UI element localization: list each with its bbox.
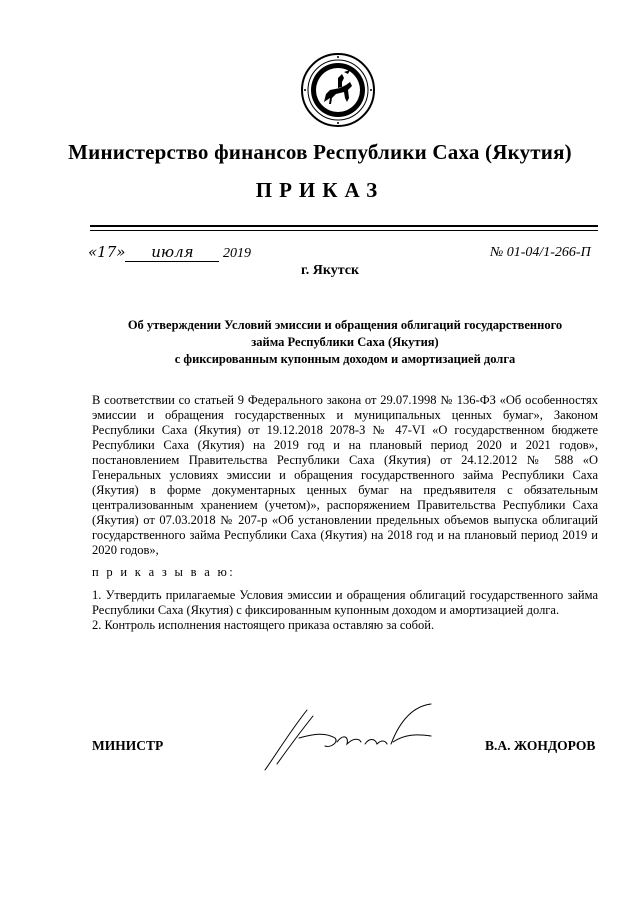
date-day: «17» <box>88 243 126 261</box>
preamble-paragraph <box>92 393 598 558</box>
order-title-line-1: Об утверждении Условий эмиссии и обращения облигаций государственного <box>127 318 563 332</box>
order-items <box>92 588 598 633</box>
preamble-text: В соответствии со статьей 9 Федерального закона от 29.07.1998 № 136-ФЗ «Об особенностях эмиссии и обращения государственных и муниципальных ценных бумаг», Законом Республики Саха (Якутия) от 19.12.2018 2078-З № 47-VI «О государственном бюджете Республики Саха (Якутия) на 2019 год и на плановый период 2020 и 2021 годов», постановлением Правительства Республики Саха (Якутия) от 24.12.2012 № 588 «О Генеральных условиях эмиссии и обращения государственного займа Республики Саха (Якутия) в форме документарных ценных бумаг на предъявителя с обязательным централизованным хранением (учетом)», распоряжением Правительства Республики Саха (Якутия) от 07.03.2018 № 207-р «Об установлении предельных объемов выпуска облигаций государственного займа Республики Саха (Якутия) на 2018 год и на плановый период 2019 и 2020 годов», <box>92 393 598 557</box>
header-rule-thin <box>90 230 598 231</box>
order-title-line-3: с фиксированным купонным доходом и амортизацией долга <box>174 352 516 366</box>
order-item-1: 1. Утвердить прилагаемые Условия эмиссии и обращения облигаций государственного займа Республики Саха (Якутия) с фиксированным купонным доходом и амортизацией долга. <box>92 588 598 617</box>
order-title-line-2: займа Республики Саха (Якутия) <box>251 335 439 349</box>
signer-name: В.А. ЖОНДОРОВ <box>485 738 596 753</box>
document-type-title: ПРИКАЗ <box>255 178 385 202</box>
header-rule <box>90 225 598 227</box>
handwritten-signature <box>255 698 455 778</box>
order-item-2: 2. Контроль исполнения настоящего приказа оставляю за собой. <box>92 618 435 632</box>
republic-emblem-icon <box>300 52 376 128</box>
document-date <box>88 243 251 262</box>
order-title <box>92 317 598 368</box>
document-number: № 01-04/1-266-П <box>490 245 591 260</box>
date-month: июля <box>125 243 219 262</box>
date-year: 2019 <box>222 246 251 261</box>
document-city: г. Якутск <box>300 263 360 278</box>
signer-position: МИНИСТР <box>92 738 164 753</box>
order-word: п р и к а з ы в а ю: <box>92 565 235 579</box>
ministry-name: Министерство финансов Республики Саха (Якутия) <box>68 140 572 164</box>
